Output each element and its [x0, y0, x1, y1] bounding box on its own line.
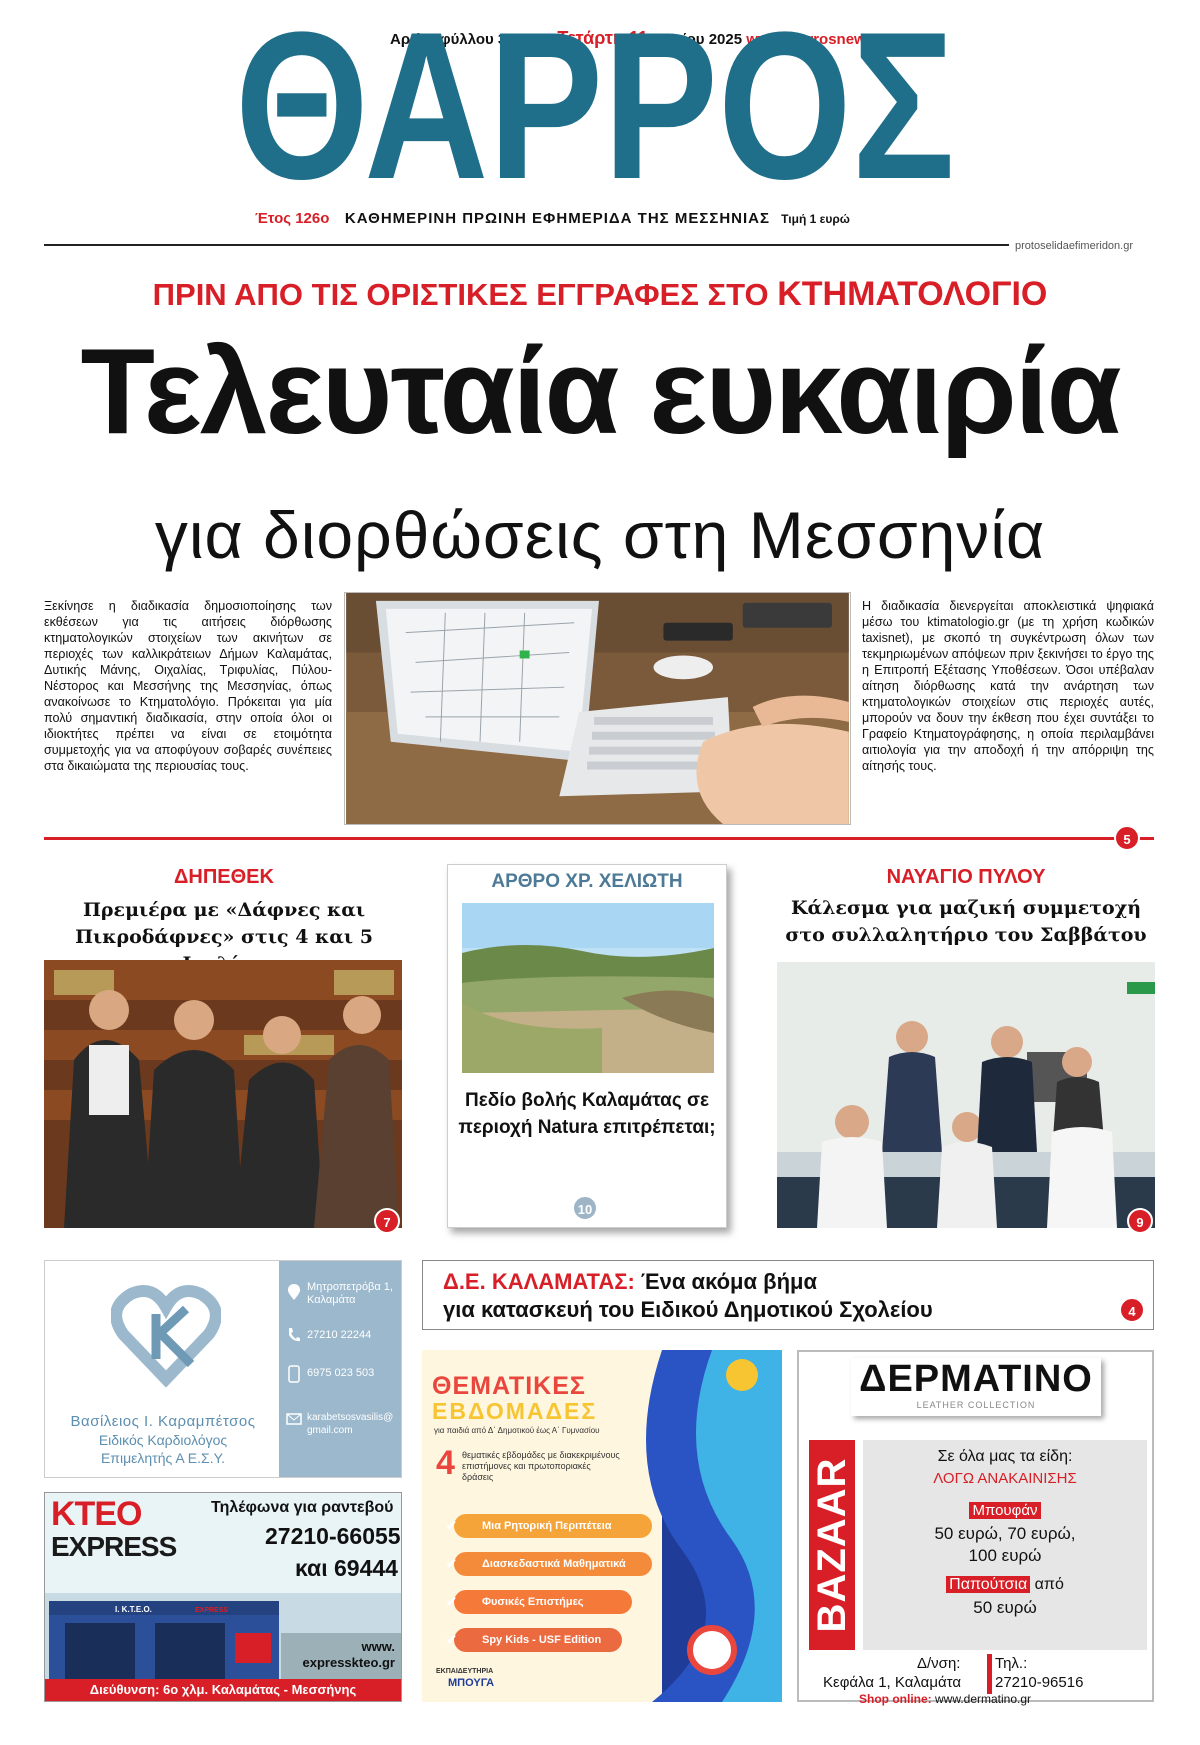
derm-line-2: ΛΟΓΩ ΑΝΑΚΑΙΝΙΣΗΣ: [933, 1470, 1077, 1487]
derm-cat-1-wrap: [863, 1502, 1147, 1520]
page-ref-badge[interactable]: 7: [374, 1208, 400, 1234]
de-title-2: για κατασκευή του Ειδικού Δημοτικού Σχολείου: [443, 1297, 933, 1322]
derm-tel-label: Τηλ.:: [995, 1655, 1028, 1672]
phone-icon: [287, 1327, 301, 1343]
thematic-item: Μια Ρητορική Περιπέτεια: [454, 1514, 652, 1538]
lead-kicker: [0, 275, 1200, 314]
newspaper-logo: [228, 18, 963, 198]
derm-cat-2-wrap: [863, 1576, 1147, 1594]
check-icon: ✔: [446, 1594, 457, 1609]
story-title[interactable]: Κάλεσμα για μαζική συμμετοχή στο συλλαλητήριο του Σαββάτου: [785, 897, 1147, 946]
de-line-1: [443, 1269, 817, 1295]
price-label: Τιμή 1 ευρώ: [781, 212, 850, 226]
check-icon: ✔: [446, 1556, 457, 1571]
page-ref-badge[interactable]: 9: [1127, 1208, 1153, 1234]
dermatino-brand: ΔΕΡΜΑΤΙΝΟ: [859, 1358, 1093, 1400]
logo-text: ΘΑΡΡΟΣ: [235, 18, 955, 198]
issue-day: Τετάρτη 11: [557, 28, 648, 48]
laptop-map-photo: [344, 592, 851, 825]
lead-divider: [44, 837, 1154, 840]
story-tag: ΔΗΠΕΘΕΚ: [174, 866, 274, 888]
dermatino-ad[interactable]: [797, 1350, 1154, 1706]
check-icon: ✔: [446, 1518, 457, 1533]
kicker-text: ΠΡΙΝ ΑΠΟ ΤΙΣ ΟΡΙΣΤΙΚΕΣ ΕΓΓΡΑΦΕΣ ΣΤΟ: [152, 277, 769, 312]
derm-phone: 27210-96516: [995, 1674, 1084, 1691]
press-conference-photo: [777, 962, 1155, 1228]
kteo-phone-label: Τηλέφωνα για ραντεβού: [211, 1499, 394, 1516]
doctor-title: Επιμελητής Α Ε.Σ.Υ.: [100, 1450, 226, 1466]
masthead-rule: [44, 244, 1009, 246]
heart-logo-icon: [111, 1279, 221, 1389]
derm-divider: [987, 1654, 992, 1694]
bazaar-text: BAZAAR: [810, 1457, 854, 1633]
check-icon: ✔: [446, 1632, 457, 1647]
derm-shop: [859, 1692, 1031, 1706]
derm-shop-url[interactable]: www.dermatino.gr: [935, 1692, 1032, 1706]
mobile-icon: [288, 1365, 300, 1383]
derm-line-1: Σε όλα μας τα είδη:: [937, 1448, 1073, 1465]
kteo-web-1[interactable]: www.: [361, 1639, 395, 1654]
location-pin-icon: [287, 1283, 301, 1301]
cardiologist-ad[interactable]: [44, 1260, 402, 1478]
year-label: Έτος 126ο: [255, 210, 330, 227]
thematic-number: 4: [436, 1444, 455, 1482]
kteo-brand-2: EXPRESS: [51, 1531, 177, 1562]
derm-price-1b: 100 ευρώ: [968, 1546, 1042, 1565]
thematic-item: Φυσικές Επιστήμες: [454, 1590, 632, 1614]
thematic-item: Spy Kids - USF Edition: [454, 1628, 622, 1652]
lead-headline[interactable]: Τελευταία ευκαιρία: [80, 323, 1120, 459]
lead-subhead: για διορθώσεις στη Μεσσηνία: [154, 498, 1046, 572]
doctor-info: [45, 1413, 281, 1467]
opinion-article-box[interactable]: [447, 864, 727, 1228]
kteo-express-ad[interactable]: [44, 1492, 402, 1702]
derm-shop-label: Shop online:: [859, 1692, 932, 1706]
masthead-subline: [255, 210, 850, 227]
address-text: Μητροπετρόβα 1, Καλαμάτα: [307, 1281, 393, 1306]
thematic-item: Διασκεδαστικά Μαθηματικά: [454, 1552, 652, 1576]
bazaar-banner: [809, 1440, 855, 1650]
page-ref-badge[interactable]: 5: [1114, 825, 1140, 851]
story-title[interactable]: Πρεμιέρα με «Δάφνες και Πικροδάφνες» στις 4 και 5: [75, 899, 373, 948]
kteo-brand-1: ΚΤΕΟ: [51, 1495, 142, 1533]
article-title: Πεδίο βολής Καλαμάτας σε περιοχή Natura επιτρέπεται;: [458, 1090, 716, 1138]
theatre-cast-photo: [44, 960, 402, 1228]
thematic-desc: θεματικές εβδομάδες με διακεκριμένους επιστήμονες και πρωτοποριακές δράσεις: [462, 1450, 620, 1482]
page-ref-badge[interactable]: 10: [572, 1195, 598, 1221]
derm-addr-label: Δ/νση:: [917, 1655, 961, 1672]
sign-text: Ι. Κ.Τ.Ε.Ο.: [115, 1605, 152, 1614]
thematic-weeks-ad[interactable]: [422, 1350, 782, 1702]
phone-text: 27210 22244: [307, 1329, 372, 1341]
doctor-specialty: Ειδικός Καρδιολόγος: [98, 1432, 228, 1448]
derm-cat-1: Μπουφάν: [969, 1502, 1040, 1519]
sign-text-2: EXPRESS: [195, 1607, 229, 1614]
field-landscape-photo: [462, 903, 714, 1073]
mobile-text: 6975 023 503: [307, 1367, 375, 1379]
email-icon: [286, 1413, 302, 1425]
story-tag: ΝΑΥΑΓΙΟ ΠΥΛΟΥ: [886, 866, 1046, 888]
kteo-address: Διεύθυνση: 6ο χλμ. Καλαμάτας - Μεσσήνης: [45, 1679, 401, 1701]
thematic-title-2: ΕΒΔΟΜΑΔΕΣ: [432, 1398, 598, 1424]
page-ref-badge[interactable]: 4: [1119, 1297, 1145, 1323]
derm-address: Κεφάλα 1, Καλαμάτα: [823, 1674, 962, 1691]
kteo-phone-1: 27210-66055: [265, 1523, 401, 1549]
derm-from: από: [1034, 1576, 1064, 1593]
school-name: ΜΠΟΥΓΑ: [448, 1677, 495, 1689]
thematic-subtitle: για παιδιά από Δ΄ Δημοτικού έως Α΄ Γυμνασίου: [434, 1426, 600, 1435]
article-tag: ΑΡΘΡΟ ΧΡ. ΧΕΛΙΩΤΗ: [491, 871, 683, 892]
source-credit: protoselidaefimeridon.gr: [1015, 240, 1134, 252]
dermatino-logo: [851, 1358, 1101, 1416]
website-link[interactable]: www.tharrosnews.gr: [746, 31, 894, 48]
kicker-emphasis: ΚΤΗΜΑΤΟΛΟΓΙΟ: [777, 275, 1048, 313]
issue-month: Ιουνίου 2025: [652, 31, 743, 48]
derm-cat-2: Παπούτσια: [946, 1576, 1030, 1593]
tagline: ΚΑΘΗΜΕΡΙΝΗ ΠΡΩΙΝΗ ΕΦΗΜΕΡΙΔΑ ΤΗΣ ΜΕΣΣΗΝΙΑΣ: [344, 210, 770, 227]
contact-panel: [279, 1261, 401, 1477]
derm-price-1: 50 ευρώ, 70 ευρώ,: [934, 1524, 1076, 1543]
de-tag: Δ.Ε. ΚΑΛΑΜΑΤΑΣ:: [443, 1269, 635, 1294]
email-text: karabetsosvasilis@gmail.com: [307, 1412, 394, 1436]
lead-column-left: Ξεκίνησε η διαδικασία δημοσιοποίησης των εκθέσεων για τις αιτήσεις διόρθωσης κτηματολογικών στοιχείων των ακινήτων σε περιοχές των καλλικράτειων Δήμων Καλαμάτας, Δυτικής Μάνης, Οιχαλίας, Τριφυλίας, Πύλου-Νέστορος και Μεσσήνης της Μεσσηνίας, όπως ανακοίνωσε το Κτηματολόγιο. Πρόκειται για μία πολύ σημαντική διαδικασία, στην οποία όλοι οι ιδιοκτήτες πρέπει να είναι σε ετοιμότητα συμμετοχής για να αποφύγουν σοβαρές συνέπειες στα δικαιώματα της περιουσίας τους.: [44, 599, 332, 773]
dermatino-brand-sub: LEATHER COLLECTION: [916, 1400, 1036, 1410]
doctor-name: Βασίλειος Ι. Καραμπέτσος: [70, 1413, 256, 1430]
derm-price-2: 50 ευρώ: [973, 1598, 1037, 1617]
kteo-phone-2: και 69444: [295, 1555, 398, 1581]
lead-column-right: Η διαδικασία διενεργείται αποκλειστικά ψηφιακά μέσω του ktimatologio.gr (με τη χρήση κωδικών taxisnet), με σκοπό τη συγκέντρωση όλων των τεκμηριωμένων απόψεων πριν ξεκινήσει το έργο της η Επιτροπή Εξέτασης Υποθέσεων. Όσοι υπέβαλαν αίτηση διόρθωσης κατά την ανάρτηση των κτηματολογικών στοιχείων στις περιοχές αυτές, μπορούν να δουν την έκθεση που έχει συντάξει το Γραφείο Κτηματογράφησης, η οποία περιλαμβάνει αιτιολογία για την αποδοχή ή την απόρριψη της αίτησής τους.: [862, 599, 1154, 773]
de-kalamata-story[interactable]: [422, 1260, 1154, 1330]
school-label: ΕΚΠΑΙΔΕΥΤΗΡΙΑ: [436, 1668, 494, 1675]
issue-number: Αριθμ. φύλλου 37.475 •: [390, 31, 554, 48]
de-title-1: Ένα ακόμα βήμα: [640, 1269, 817, 1294]
kteo-web-2[interactable]: expresskteo.gr: [302, 1655, 395, 1670]
thematic-title-1: ΘΕΜΑΤΙΚΕΣ: [432, 1372, 586, 1400]
